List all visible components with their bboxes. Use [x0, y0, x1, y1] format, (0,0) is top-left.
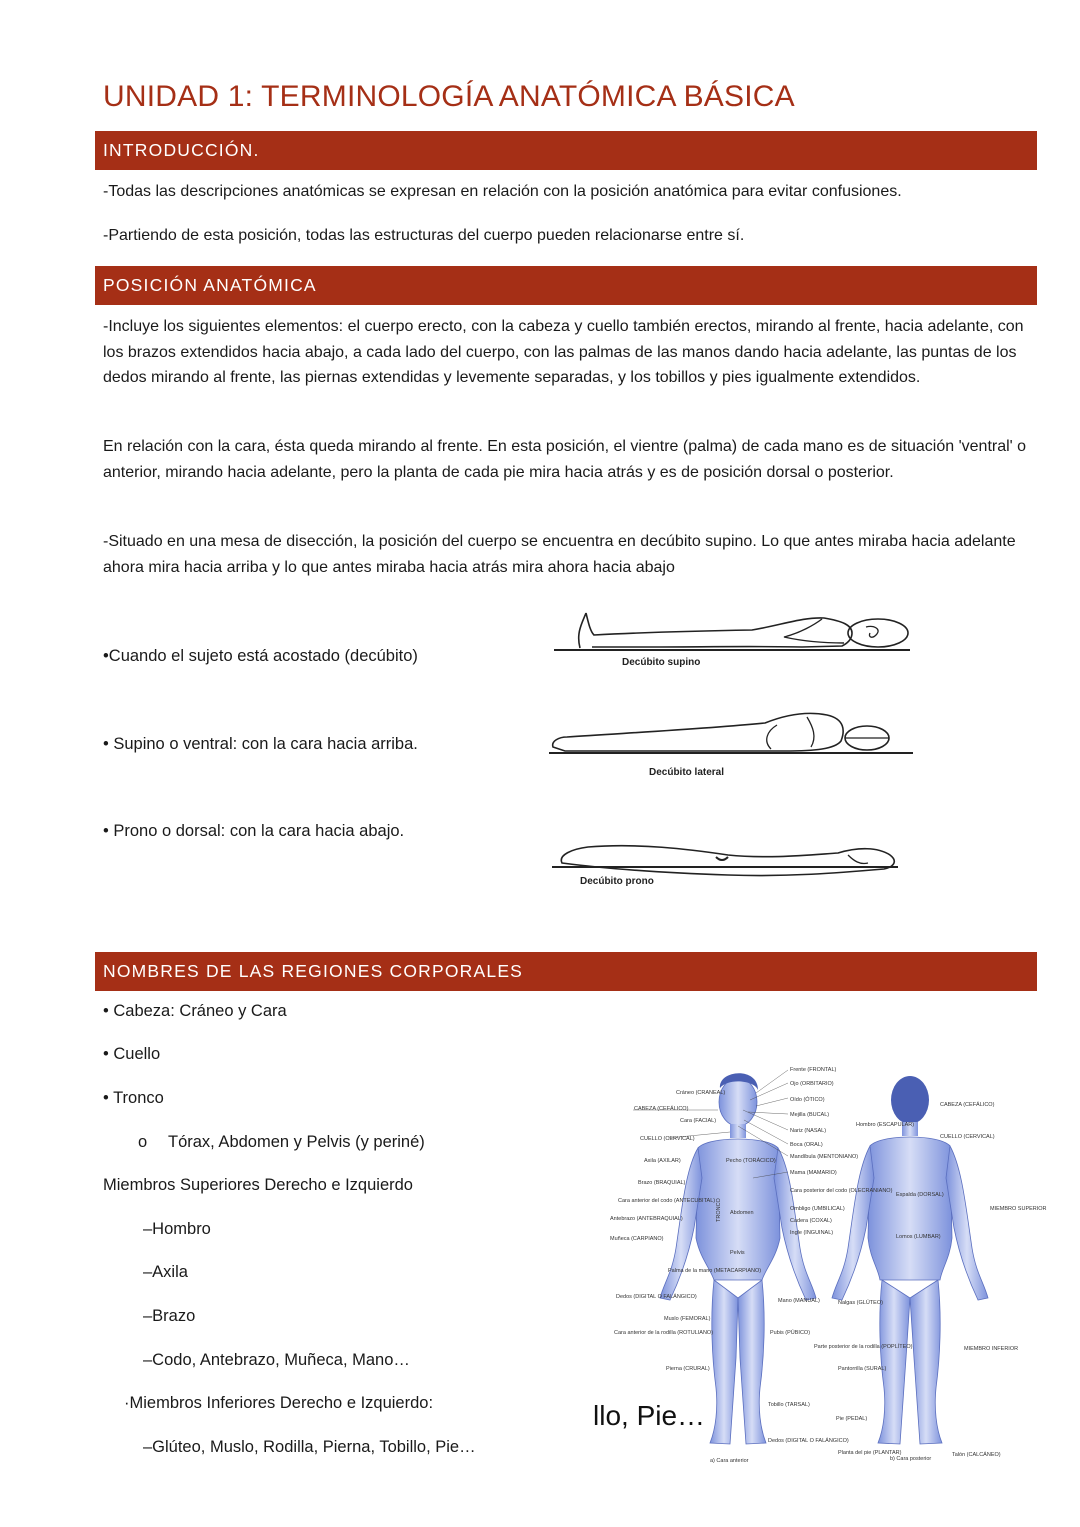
- label-mejilla: Mejilla (BUCAL): [790, 1112, 830, 1118]
- section-heading-regiones: NOMBRES DE LAS REGIONES CORPORALES: [95, 952, 1037, 991]
- bullet-supino: • Supino o ventral: con la cara hacia arriba.: [103, 735, 418, 753]
- label-cara-anterior: a) Cara anterior: [710, 1458, 749, 1464]
- region-item-miembros-superiores: Miembros Superiores Derecho e Izquierdo: [103, 1176, 413, 1194]
- label-dedos: Dedos (DIGITAL O FALÁNGICO): [616, 1294, 697, 1300]
- label-pecho: Pecho (TORÁCICO): [726, 1158, 776, 1164]
- section-heading-posicion: POSICIÓN ANATÓMICA: [95, 266, 1037, 305]
- label-cuello-l: CUELLO (CERVICAL): [640, 1136, 695, 1142]
- region-item-hombro: –Hombro: [143, 1220, 211, 1238]
- label-planta: Planta del pie (PLANTAR): [838, 1450, 902, 1456]
- caption-decubito-lateral: Decúbito lateral: [649, 767, 725, 778]
- back-body-figure: [832, 1076, 988, 1444]
- region-item-codo: –Codo, Antebrazo, Muñeca, Mano…: [143, 1351, 410, 1369]
- posicion-paragraph-2: En relación con la cara, ésta queda mirando al frente. En esta posición, el vientre (palma) de cada mano es de situación 'ventral' o anterior, mirando hacia adelante, pero la planta de cada pie mira hacia atrás y es de posición dorsal o posterior.: [103, 438, 1027, 481]
- label-antebrazo: Antebrazo (ANTEBRAQUIAL): [610, 1216, 683, 1222]
- region-sub-marker: o: [138, 1133, 148, 1151]
- bullet-decubito: •Cuando el sujeto está acostado (decúbito): [103, 647, 418, 665]
- label-muslo: Muslo (FEMORAL): [664, 1316, 711, 1322]
- label-abdomen: Abdomen: [730, 1210, 754, 1216]
- label-brazo: Brazo (BRAQUIAL): [638, 1180, 686, 1186]
- decubito-lateral-figure: [545, 705, 915, 780]
- label-pelvis: Pelvis: [730, 1250, 745, 1256]
- label-boca: Boca (ORAL): [790, 1142, 823, 1148]
- label-axila: Axila (AXILAR): [644, 1158, 681, 1164]
- section-heading-introduccion: INTRODUCCIÓN.: [95, 131, 1037, 170]
- region-item-brazo: –Brazo: [143, 1307, 196, 1325]
- label-espalda: Espalda (DORSAL): [896, 1192, 944, 1198]
- region-item-gluteo: –Glúteo, Muslo, Rodilla, Pierna, Tobillo, Pie…: [143, 1438, 476, 1456]
- label-cuello-r: CUELLO (CERVICAL): [940, 1134, 995, 1140]
- region-item-tronco: • Tronco: [103, 1089, 164, 1107]
- label-cabeza-r: CABEZA (CEFÁLICO): [940, 1102, 995, 1108]
- label-cara: Cara (FACIAL): [680, 1118, 717, 1124]
- label-cabeza-l: CABEZA (CEFÁLICO): [634, 1106, 689, 1112]
- label-parte-post-rodilla: Parte posterior de la rodilla (POPLÍTEO): [814, 1344, 913, 1350]
- label-cadera: Cadera (COXAL): [790, 1218, 832, 1224]
- label-hombro: Hombro (ESCAPULAR): [856, 1122, 915, 1128]
- caption-decubito-prono: Decúbito prono: [580, 876, 654, 887]
- label-miembro-sup: MIEMBRO SUPERIOR: [990, 1206, 1047, 1212]
- bullet-prono: • Prono o dorsal: con la cara hacia abajo.: [103, 822, 405, 840]
- figure-overlay-text: llo, Pie…: [593, 1400, 706, 1431]
- label-rodilla: Cara anterior de la rodilla (ROTULIANO): [614, 1330, 714, 1336]
- label-mandibula: Mandíbula (MENTONIANO): [790, 1154, 859, 1160]
- decubito-supino-figure: [552, 603, 917, 673]
- label-palma: Palma de la mano (METACARPIANO): [668, 1268, 762, 1274]
- page-title: UNIDAD 1: TERMINOLOGÍA ANATÓMICA BÁSICA: [103, 80, 795, 113]
- label-pantorrilla: Pantorrilla (SURAL): [838, 1366, 887, 1372]
- label-oido: Oído (ÓTICO): [790, 1097, 825, 1103]
- label-nariz: Nariz (NASAL): [790, 1128, 827, 1134]
- label-ojo: Ojo (ORBITARIO): [790, 1081, 834, 1087]
- label-cara-posterior: b) Cara posterior: [890, 1456, 932, 1462]
- label-pierna: Pierna (CRURAL): [666, 1366, 710, 1372]
- label-dedos-pie: Dedos (DIGITAL O FALÁNGICO): [768, 1438, 849, 1444]
- region-item-torax: Tórax, Abdomen y Pelvis (y periné): [168, 1133, 425, 1151]
- region-item-miembros-inferiores: ·Miembros Inferiores Derecho e Izquierdo:: [124, 1394, 434, 1412]
- label-ingle: Ingle (INGUINAL): [790, 1230, 834, 1236]
- label-mama: Mama (MAMARIO): [790, 1170, 837, 1176]
- caption-decubito-supino: Decúbito supino: [622, 657, 701, 668]
- label-talon: Talón (CALCÁNEO): [952, 1452, 1001, 1458]
- label-craneo: Cráneo (CRANEAL): [676, 1090, 726, 1096]
- label-tronco: TRONCO: [716, 1198, 722, 1222]
- label-pubis: Pubis (PÚBICO): [770, 1330, 811, 1336]
- intro-paragraph-1: -Todas las descripciones anatómicas se expresan en relación con la posición anatómica para evitar confusiones.: [103, 183, 902, 200]
- label-miembro-inf: MIEMBRO INFERIOR: [964, 1346, 1019, 1352]
- label-ombligo: Ombligo (UMBILICAL): [790, 1206, 845, 1212]
- region-item-cuello: • Cuello: [103, 1045, 161, 1063]
- posicion-paragraph-3: -Situado en una mesa de disección, la posición del cuerpo se encuentra en decúbito supino. Lo que antes miraba hacia adelante ahora mira hacia arriba y lo que antes miraba hacia atrás mira ahora hacia abajo: [103, 533, 1016, 576]
- label-lomos: Lomos (LUMBAR): [896, 1234, 941, 1240]
- label-tobillo: Tobillo (TARSAL): [768, 1402, 810, 1408]
- posicion-paragraph-1: -Incluye los siguientes elementos: el cuerpo erecto, con la cabeza y cuello también erectos, mirando al frente, hacia adelante, con los brazos extendidos hacia abajo, a cada lado del cuerpo, con las palmas de las manos dando hacia adelante, las puntas de los dedos mirando al frente, las piernas extendidas y levemente separadas, y los tobillos y pies igualmente extendidos.: [103, 318, 1024, 386]
- label-muneca: Muñeca (CARPIANO): [610, 1236, 664, 1242]
- decubito-prono-figure: [548, 833, 908, 893]
- label-frente: Frente (FRONTAL): [790, 1067, 837, 1073]
- intro-paragraph-2: -Partiendo de esta posición, todas las estructuras del cuerpo pueden relacionarse entre sí.: [103, 227, 745, 244]
- label-pie: Pie (PEDAL): [836, 1416, 868, 1422]
- label-cara-post-codo: Cara posterior del codo (OLECRANIANO): [790, 1188, 893, 1194]
- label-nalgas: Nalgas (GLÚTEO): [838, 1300, 883, 1306]
- region-item-cabeza: • Cabeza: Cráneo y Cara: [103, 1002, 287, 1020]
- region-item-axila: –Axila: [143, 1263, 188, 1281]
- label-mano: Mano (MANUAL): [778, 1298, 820, 1304]
- label-cara-ant-codo: Cara anterior del codo (ANTECUBITAL): [618, 1198, 716, 1204]
